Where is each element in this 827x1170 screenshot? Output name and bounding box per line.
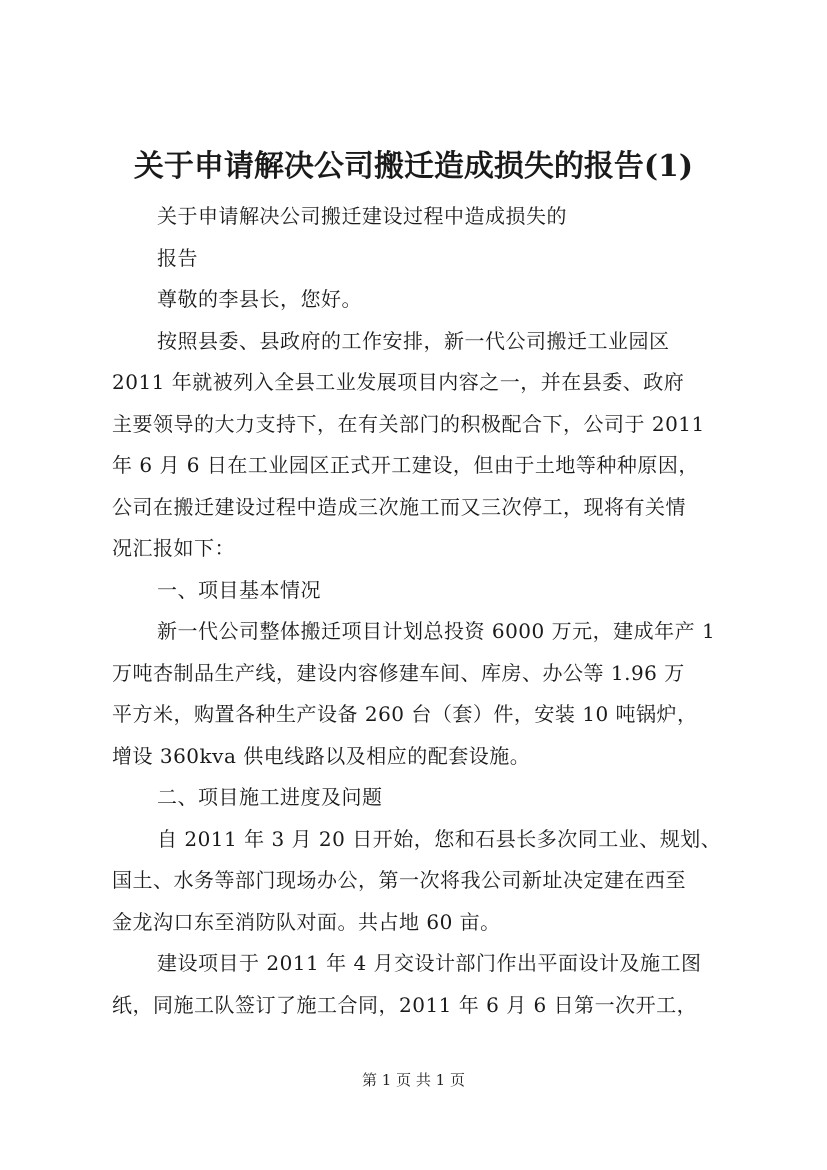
document-title: 关于申请解决公司搬迁造成损失的报告(1): [133, 149, 694, 184]
body-line: 二、项目施工进度及问题: [157, 785, 383, 809]
body-line: 新一代公司整体搬迁项目计划总投资 6000 万元，建成年产 1: [157, 619, 716, 643]
body-line: 国土、水务等部门现场办公，第一次将我公司新址决定建在西至: [112, 868, 686, 892]
body-line: 报告: [157, 245, 198, 270]
document-body: [112, 196, 722, 1026]
body-line: 关于申请解决公司搬迁建设过程中造成损失的: [157, 204, 567, 228]
body-line: 尊敬的李县长，您好。: [157, 287, 362, 311]
body-line: 万吨杏制品生产线，建设内容修建车间、库房、办公等 1.96 万: [112, 660, 685, 685]
body-line: 建设项目于 2011 年 4 月交设计部门作出平面设计及施工图: [157, 951, 702, 975]
body-line: 主要领导的大力支持下，在有关部门的积极配合下，公司于 2011: [112, 411, 705, 436]
body-line: 一、项目基本情况: [157, 577, 321, 602]
body-line: 况汇报如下：: [112, 536, 235, 560]
body-line: 增设 360kva 供电线路以及相应的配套设施。: [112, 743, 531, 768]
body-line: 自 2011 年 3 月 20 日开始，您和石县长多次同工业、规划、: [157, 826, 722, 851]
body-line: 2011 年就被列入全县工业发展项目内容之一，并在县委、政府: [112, 370, 685, 394]
body-line: 年 6 月 6 日在工业园区正式开工建设，但由于土地等种种原因，: [112, 453, 699, 477]
body-line: 金龙沟口东至消防队对面。共占地 60 亩。: [112, 909, 501, 934]
body-line: 平方米，购置各种生产设备 260 台（套）件，安装 10 吨锅炉，: [112, 702, 698, 726]
body-line: 公司在搬迁建设过程中造成三次施工而又三次停工，现将有关情: [112, 494, 686, 519]
body-line: 按照县委、县政府的工作安排，新一代公司搬迁工业园区: [157, 328, 670, 353]
page-footer: 第 1 页 共 1 页: [362, 1071, 465, 1089]
body-line: 纸，同施工队签订了施工合同，2011 年 6 月 6 日第一次开工，: [112, 992, 698, 1017]
